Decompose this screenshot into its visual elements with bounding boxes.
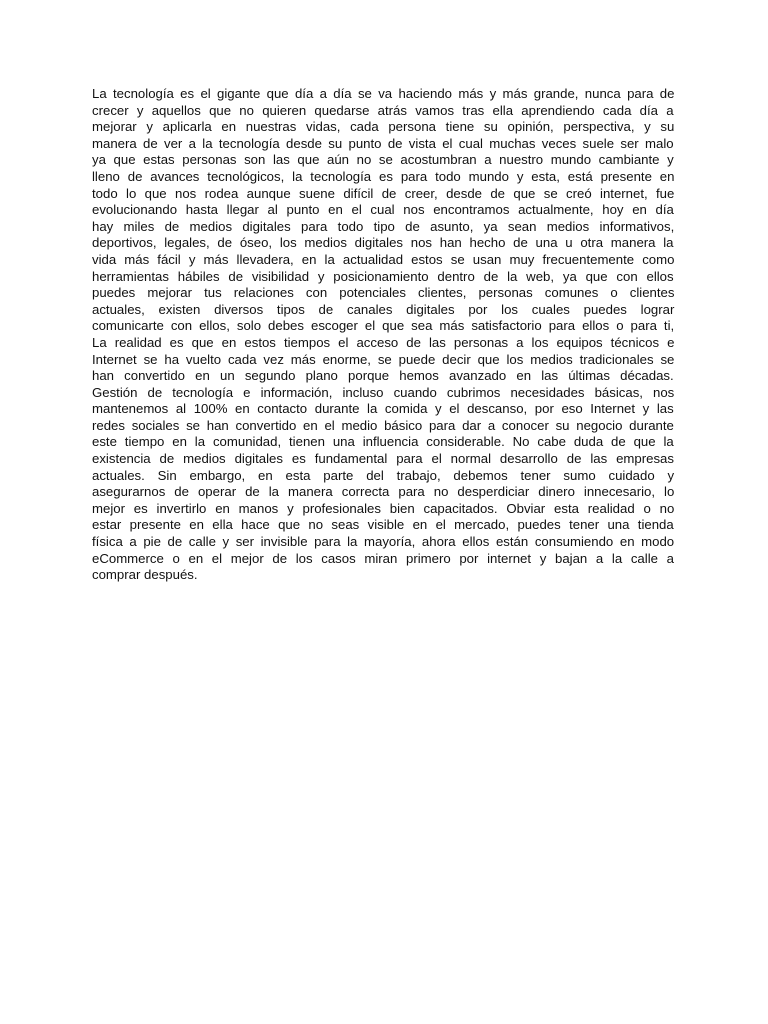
text-line: física a pie de calle y ser invisible para la mayoría, ahora ellos están consumiendo en modo — [92, 534, 675, 550]
text-line: Internet se ha vuelto cada vez más enorme, se puede decir que los medios tradicionales se — [92, 351, 675, 367]
text-line: actuales, existen diversos tipos de canales digitales por los cuales puedes lograr — [92, 301, 675, 317]
text-line: vida más fácil y más llevadera, en la actualidad estos se usan muy frecuentemente como — [92, 251, 675, 267]
text-line: mantenemos al 100% en contacto durante la comida y el descanso, por eso Internet y las — [92, 401, 674, 417]
text-line: asegurarnos de operar de la manera correcta para no desperdiciar dinero innecesario, lo — [92, 484, 675, 500]
text-line: manera de ver a la tecnología desde su punto de vista el cual muchas veces suele ser malo — [92, 135, 674, 151]
text-line: mejorar y aplicarla en nuestras vidas, cada persona tiene su opinión, perspectiva, y su — [92, 119, 675, 135]
text-line: mejor es invertirlo en manos y profesionales bien capacitados. Obviar esta realidad o no — [92, 500, 675, 516]
text-line: ya que estas personas son las que aún no se acostumbran a nuestro mundo cambiante y — [92, 152, 674, 168]
text-line: existencia de medios digitales es fundamental para el normal desarrollo de las empresas — [92, 451, 674, 467]
text-line: hay miles de medios digitales para todo tipo de asunto, ya sean medios informativos, — [92, 218, 675, 234]
text-line: este tiempo en la comunidad, tienen una influencia considerable. No cabe duda de que la — [92, 434, 674, 450]
text-line: Gestión de tecnología e información, incluso cuando cubrimos necesidades básicas, nos — [92, 384, 675, 400]
text-line: redes sociales se han convertido en el medio básico para dar a conocer su negocio durante — [92, 417, 674, 433]
text-line: herramientas hábiles de visibilidad y posicionamiento dentro de la web, ya que con ellos — [92, 268, 674, 284]
text-line: comunicarte con ellos, solo debes escoger el que sea más satisfactorio para ellos o para ti, — [92, 318, 675, 334]
text-line: puedes mejorar tus relaciones con potenciales clientes, personas comunes o clientes — [92, 285, 675, 301]
text-line: todo lo que nos rodea aunque suene difícil de creer, desde de que se creó internet, fue — [92, 185, 675, 201]
text-line: crecer y aquellos que no quieren quedarse atrás vamos tras ella aprendiendo cada día a — [92, 102, 674, 118]
text-line: evolucionando hasta llegar al punto en el cual nos encontramos actualmente, hoy en día — [92, 202, 674, 218]
text-line-last: comprar después. — [92, 567, 198, 583]
text-line: La realidad es que en estos tiempos el acceso de las personas a los equipos técnicos e — [92, 334, 675, 350]
text-line: actuales. Sin embargo, en esta parte del trabajo, debemos tener sumo cuidado y — [92, 467, 675, 483]
text-line: eCommerce o en el mejor de los casos miran primero por internet y bajan a la calle a — [92, 550, 674, 566]
text-line: lleno de avances tecnológicos, la tecnología es para todo mundo y esta, está presente en — [92, 168, 675, 184]
text-line: La tecnología es el gigante que día a día se va haciendo más y más grande, nunca para de — [92, 86, 675, 101]
text-line: deportivos, legales, de óseo, los medios digitales nos han hecho de una u otra manera la — [92, 235, 674, 251]
body-paragraph — [92, 86, 674, 584]
text-line: estar presente en ella hace que no seas visible en el mercado, puedes tener una tienda — [92, 517, 674, 533]
text-line: han convertido en un segundo plano porque hemos avanzado en las últimas décadas. — [92, 368, 674, 384]
